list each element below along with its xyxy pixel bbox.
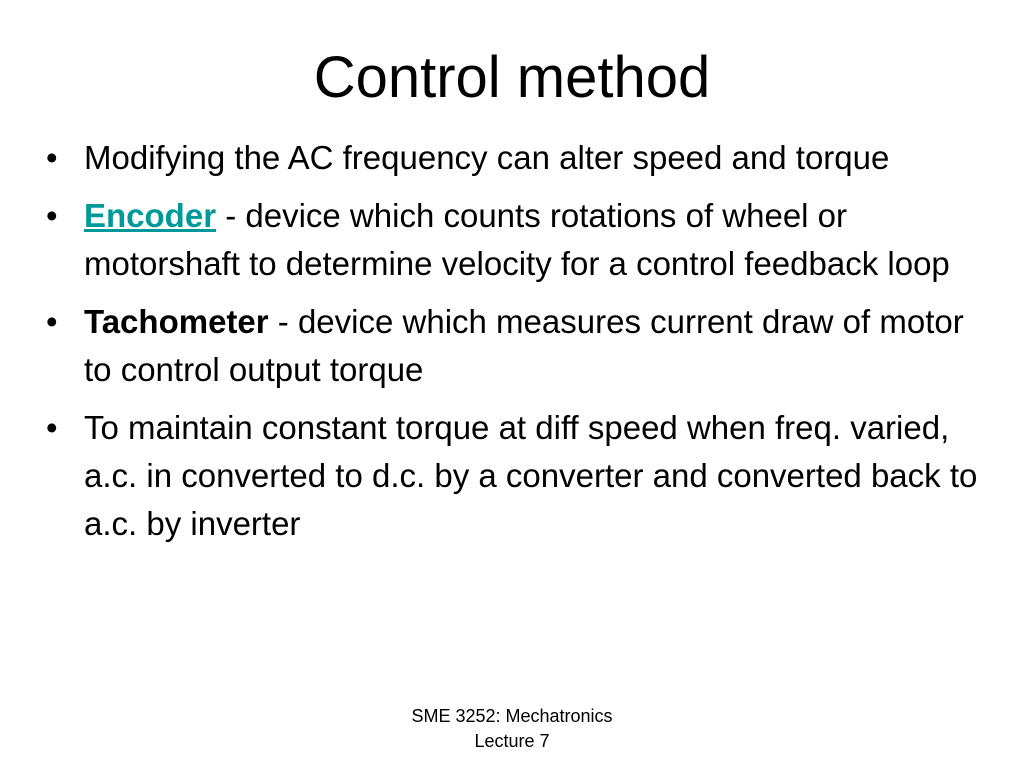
bullet-text: Modifying the AC frequency can alter speed and torque [84,139,890,176]
bullet-text: - device which measures current draw of motor to control output torque [84,303,964,388]
bullet-dot-icon: • [46,409,58,446]
bullet-item-tachometer [40,298,980,394]
bullet-text: - device which counts rotations of wheel or motorshaft to determine velocity for a control feedback loop [84,197,950,282]
bullet-item-converter [40,404,980,548]
bullet-list [40,134,980,558]
slide-footer [362,704,662,754]
encoder-link[interactable]: Encoder [84,197,217,234]
bullet-dot-icon: • [46,139,58,176]
bullet-dot-icon: • [46,197,58,234]
bullet-text: To maintain constant torque at diff speed when freq. varied, a.c. in converted to d.c. by a converter and converted back to a.c. by inverter [84,409,978,542]
footer-course: SME 3252: Mechatronics [411,706,613,726]
bullet-item-frequency [40,134,980,182]
bullet-item-encoder [40,192,980,288]
tachometer-term: Tachometer [84,303,269,340]
slide-title: Control method [313,45,711,110]
footer-lecture: Lecture 7 [474,731,550,751]
bullet-dot-icon: • [46,303,58,340]
